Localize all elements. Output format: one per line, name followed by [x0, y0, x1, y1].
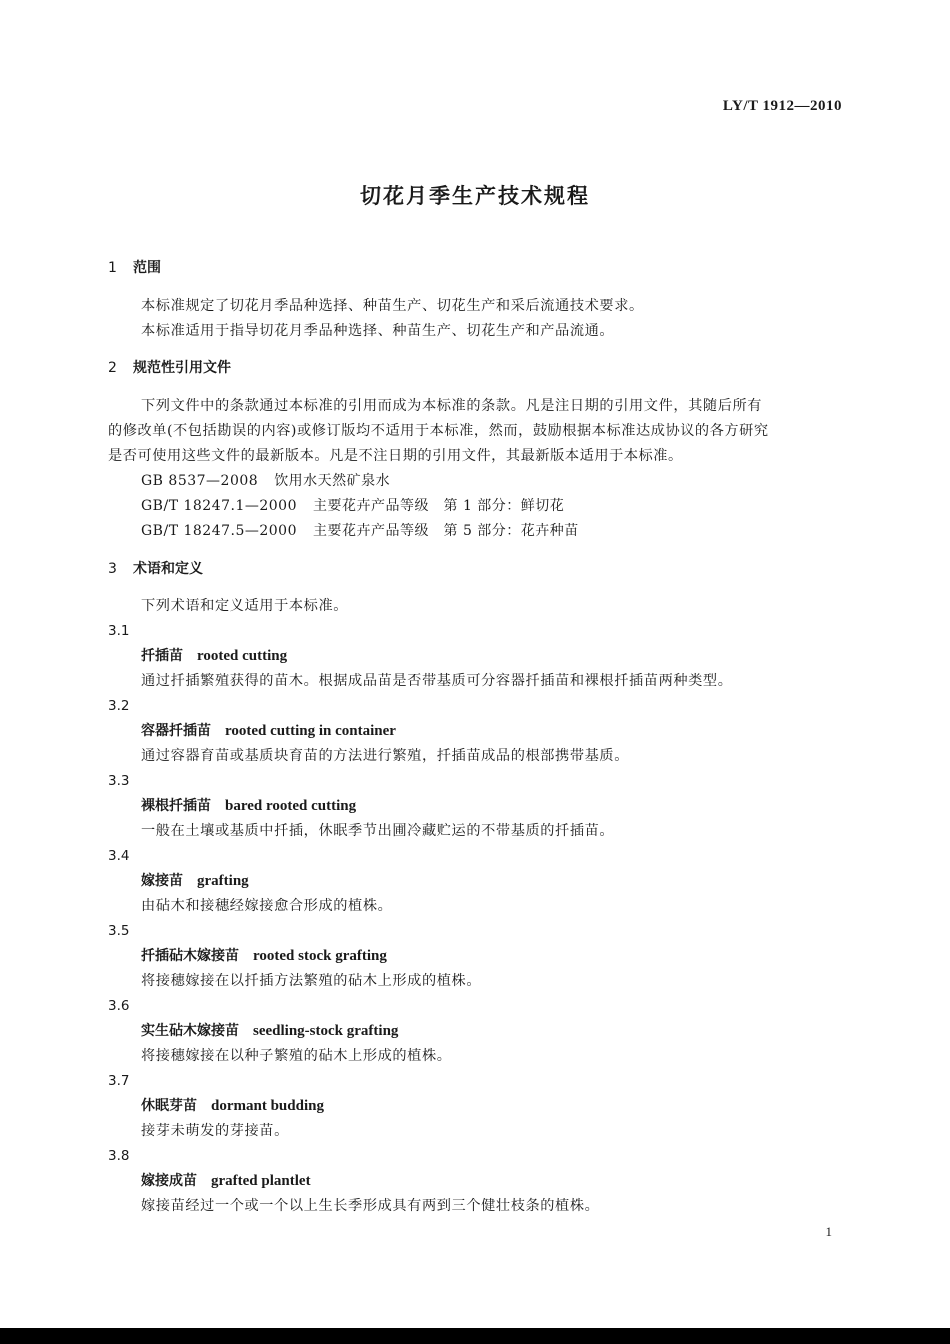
term-number: 3.5: [108, 923, 130, 939]
term-heading: [141, 946, 387, 966]
scope-paragraph-1: 本标准规定了切花月季品种选择、种苗生产、切花生产和采后流通技术要求。: [141, 298, 644, 314]
term-definition: 通过扦插繁殖获得的苗木。根据成品苗是否带基质可分容器扦插苗和裸根扦插苗两种类型。: [141, 673, 733, 689]
page-number: 1: [825, 1224, 832, 1239]
term-number: 3.1: [108, 623, 130, 639]
term-en: dormant budding: [211, 1098, 324, 1114]
term-number: 3.7: [108, 1073, 130, 1089]
section-number: 2: [108, 360, 117, 376]
normative-text-line-2: 的修改单(不包括勘误的内容)或修订版均不适用于本标准，然而，鼓励根据本标准达成协议的各方研究: [108, 423, 769, 439]
reference-item: [141, 471, 390, 491]
term-heading: [141, 646, 287, 666]
term-zh: 嫁接成苗: [141, 1173, 197, 1189]
reference-code: GB 8537—2008: [141, 473, 259, 489]
term-number: 3.3: [108, 773, 130, 789]
term-heading: [141, 1171, 311, 1191]
term-en: grafting: [197, 873, 249, 889]
term-heading: [141, 796, 356, 816]
term-heading: [141, 1096, 324, 1116]
bottom-border: [0, 1328, 950, 1344]
term-number: 3.6: [108, 998, 130, 1014]
section-number: 1: [108, 260, 117, 276]
term-definition: 一般在土壤或基质中扦插，休眠季节出圃冷藏贮运的不带基质的扦插苗。: [141, 823, 615, 839]
reference-item: [141, 496, 564, 516]
section-title: 规范性引用文件: [133, 360, 231, 376]
term-en: grafted plantlet: [211, 1173, 311, 1189]
term-zh: 扦插砧木嫁接苗: [141, 948, 239, 964]
term-heading: [141, 1021, 398, 1041]
term-definition: 将接穗嫁接在以扦插方法繁殖的砧木上形成的植株。: [141, 973, 482, 989]
reference-name: 饮用水天然矿泉水: [274, 473, 391, 489]
term-definition: 接芽未萌发的芽接苗。: [141, 1123, 289, 1139]
term-zh: 扦插苗: [141, 648, 183, 664]
term-number: 3.4: [108, 848, 130, 864]
term-en: rooted cutting: [197, 648, 288, 664]
section-heading-normative: [108, 358, 231, 378]
term-zh: 裸根扦插苗: [141, 798, 211, 814]
term-en: seedling-stock grafting: [253, 1023, 399, 1039]
term-heading: [141, 721, 396, 741]
reference-name: 主要花卉产品等级 第 1 部分：鲜切花: [313, 498, 565, 514]
term-definition: 嫁接苗经过一个或一个以上生长季形成具有两到三个健壮枝条的植株。: [141, 1198, 600, 1214]
reference-code: GB/T 18247.5—2000: [141, 523, 297, 539]
section-heading-scope: [108, 258, 161, 278]
term-heading: [141, 871, 249, 891]
section-title: 范围: [133, 260, 161, 276]
section-heading-terms: [108, 559, 203, 579]
term-number: 3.8: [108, 1148, 130, 1164]
scope-paragraph-2: 本标准适用于指导切花月季品种选择、种苗生产、切花生产和产品流通。: [141, 323, 615, 339]
terms-intro: 下列术语和定义适用于本标准。: [141, 598, 349, 614]
term-number: 3.2: [108, 698, 130, 714]
section-title: 术语和定义: [133, 561, 203, 577]
term-definition: 将接穗嫁接在以种子繁殖的砧木上形成的植株。: [141, 1048, 452, 1064]
term-definition: 通过容器育苗或基质块育苗的方法进行繁殖，扦插苗成品的根部携带基质。: [141, 748, 629, 764]
term-en: rooted cutting in container: [225, 723, 396, 739]
document-title: 切花月季生产技术规程: [360, 184, 590, 208]
section-number: 3: [108, 561, 117, 577]
term-zh: 嫁接苗: [141, 873, 183, 889]
standard-code: LY/T 1912—2010: [722, 98, 842, 114]
term-definition: 由砧木和接穗经嫁接愈合形成的植株。: [141, 898, 393, 914]
reference-name: 主要花卉产品等级 第 5 部分：花卉种苗: [313, 523, 579, 539]
term-zh: 实生砧木嫁接苗: [141, 1023, 239, 1039]
reference-item: [141, 521, 579, 541]
term-en: bared rooted cutting: [225, 798, 357, 814]
term-zh: 容器扦插苗: [141, 723, 211, 739]
normative-text-line-3: 是否可使用这些文件的最新版本。凡是不注日期的引用文件，其最新版本适用于本标准。: [108, 448, 683, 464]
term-zh: 休眠芽苗: [141, 1098, 197, 1114]
normative-text-line-1: 下列文件中的条款通过本标准的引用而成为本标准的条款。凡是注日期的引用文件，其随后所有: [141, 398, 763, 414]
reference-code: GB/T 18247.1—2000: [141, 498, 297, 514]
term-en: rooted stock grafting: [253, 948, 387, 964]
